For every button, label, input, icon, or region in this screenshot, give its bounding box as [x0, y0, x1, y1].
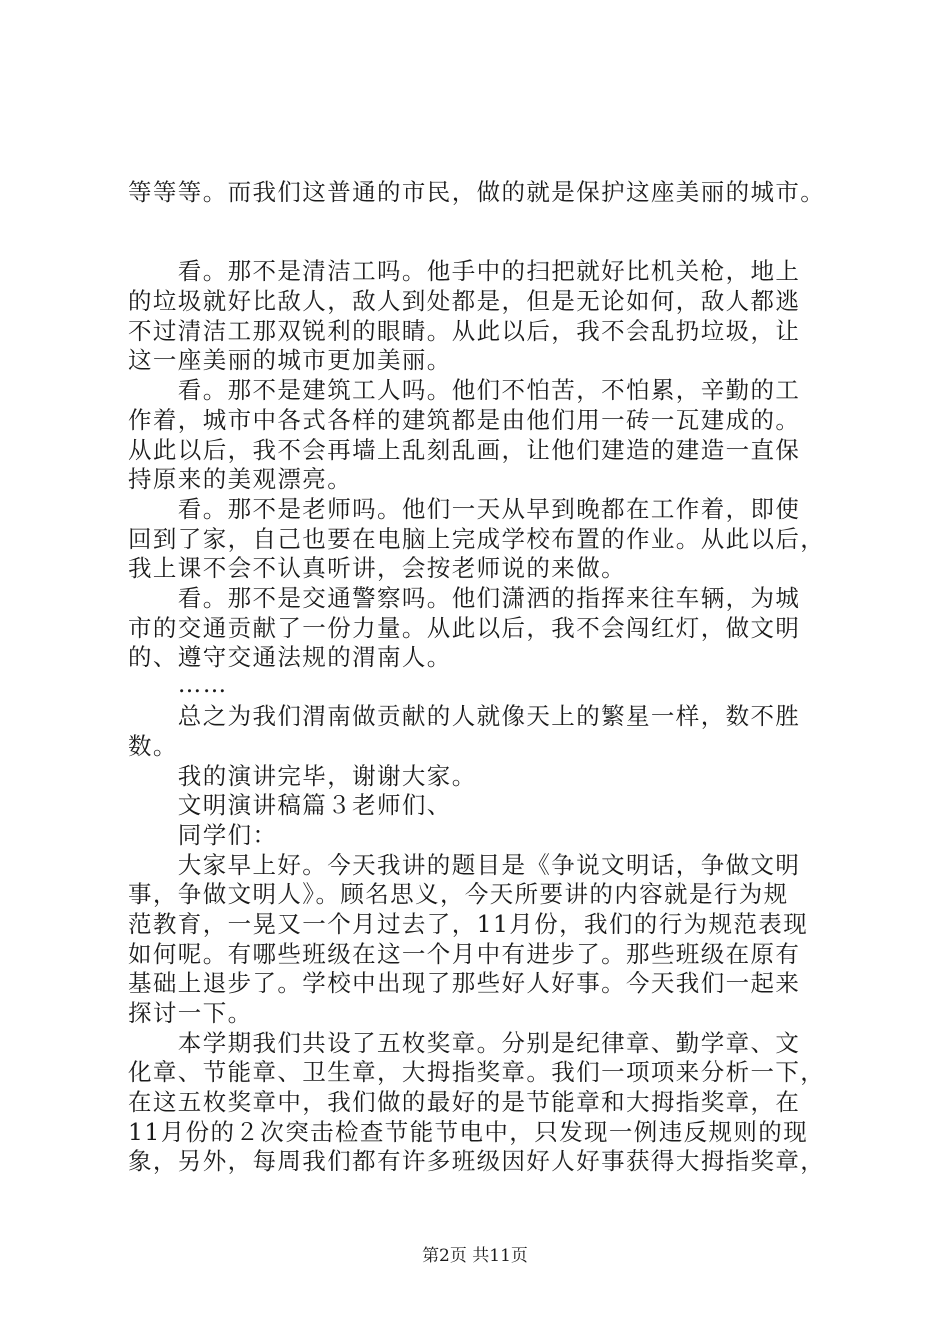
text-line: 象，另外，每周我们都有许多班级因好人好事获得大拇指奖章，: [128, 1147, 826, 1175]
text-line: 这一座美丽的城市更加美丽。: [128, 346, 452, 374]
text-line: 的垃圾就好比敌人，敌人到处都是，但是无论如何，敌人都逃: [128, 287, 801, 315]
text-line: 持原来的美观漂亮。: [128, 465, 353, 493]
text-line: 数。: [128, 732, 178, 760]
text-line: 在这五枚奖章中，我们做的最好的是节能章和大拇指奖章，在: [128, 1088, 801, 1116]
text-line: 的、遵守交通法规的渭南人。: [128, 643, 452, 671]
text-line: 探讨一下。: [128, 999, 253, 1027]
text-line: 本学期我们共设了五枚奖章。分别是纪律章、勤学章、文: [128, 1029, 801, 1057]
text-line: 文明演讲稿篇３老师们、: [128, 791, 452, 819]
text-line: 看。那不是建筑工人吗。他们不怕苦，不怕累，辛勤的工: [128, 376, 801, 404]
text-line: 看。那不是交通警察吗。他们潇洒的指挥来往车辆，为城: [128, 584, 801, 612]
text-line: 范教育，一晃又一个月过去了，11月份，我们的行为规范表现: [128, 910, 809, 938]
text-line: 看。那不是老师吗。他们一天从早到晚都在工作着，即使: [128, 495, 801, 523]
text-line: 基础上退步了。学校中出现了那些好人好事。今天我们一起来: [128, 969, 801, 997]
text-line: 不过清洁工那双锐利的眼睛。从此以后，我不会乱扔垃圾，让: [128, 317, 801, 345]
text-line: 同学们：: [128, 821, 278, 849]
text-line: 11月份的２次突击检查节能节电中，只发现一例违反规则的现: [128, 1118, 809, 1146]
text-line: 等等等。而我们这普通的市民，做的就是保护这座美丽的城市。: [128, 178, 826, 206]
text-line: 我上课不会不认真听讲，会按老师说的来做。: [128, 554, 626, 582]
text-line: 大家早上好。今天我讲的题目是《争说文明话，争做文明: [128, 851, 801, 879]
text-line: 总之为我们渭南做贡献的人就像天上的繁星一样，数不胜: [128, 702, 801, 730]
page-footer: 第2页 共11页: [422, 1246, 528, 1266]
text-line: 作着，城市中各式各样的建筑都是由他们用一砖一瓦建成的。: [128, 406, 801, 434]
text-line: 我的演讲完毕，谢谢大家。: [128, 762, 477, 790]
text-line: ……: [128, 670, 228, 698]
text-line: 如何呢。有哪些班级在这一个月中有进步了。那些班级在原有: [128, 940, 801, 968]
text-line: 事，争做文明人》。顾名思义，今天所要讲的内容就是行为规: [128, 880, 789, 908]
text-line: 回到了家，自己也要在电脑上完成学校布置的作业。从此以后，: [128, 525, 826, 553]
text-line: 市的交通贡献了一份力量。从此以后，我不会闯红灯，做文明: [128, 614, 801, 642]
text-line: 从此以后，我不会再墙上乱刻乱画，让他们建造的建造一直保: [128, 436, 801, 464]
text-line: 化章、节能章、卫生章，大拇指奖章。我们一项项来分析一下，: [128, 1058, 826, 1086]
text-line: 看。那不是清洁工吗。他手中的扫把就好比机关枪，地上: [128, 257, 801, 285]
